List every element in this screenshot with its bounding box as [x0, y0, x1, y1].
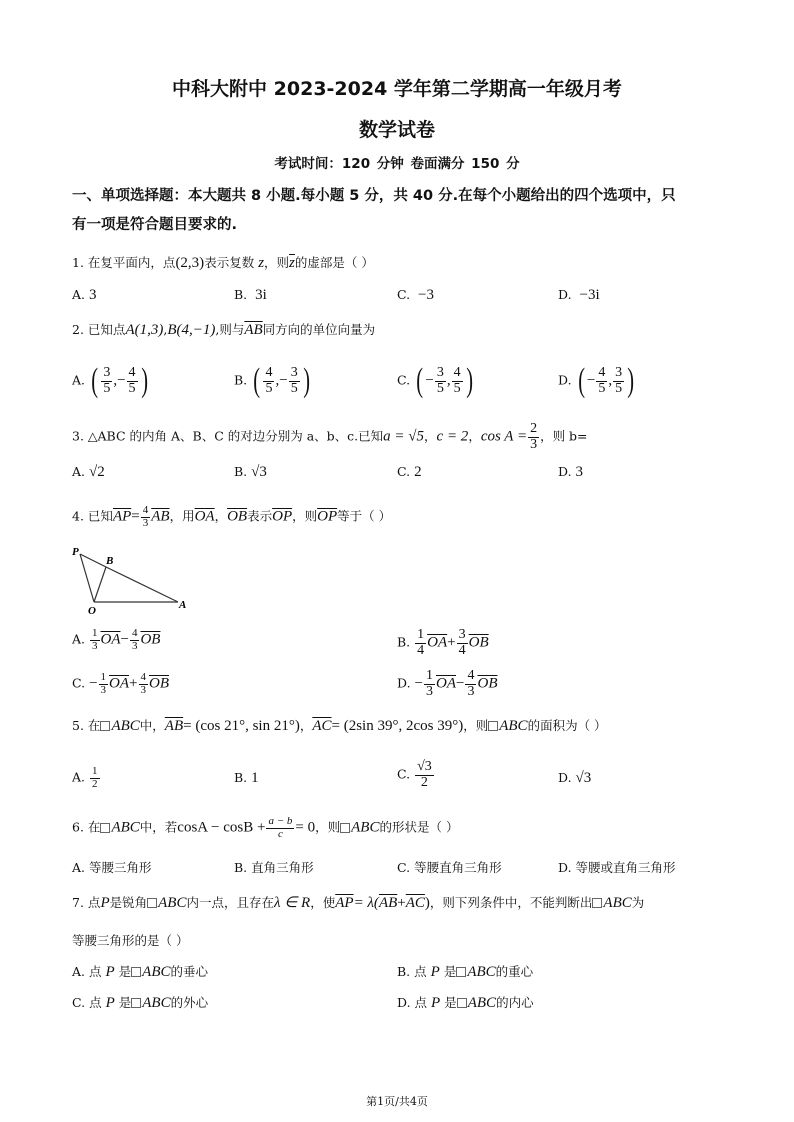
q2-option-d[interactable]: D. ( − $\frac{4}{5}$ , $\frac{3}{5}$ ) — [558, 362, 635, 399]
q4-option-b[interactable]: B. $\frac{1}{4}$ $\overline{OA}+$ $\frac{3}{4}$ $\overline{OB}$ — [397, 627, 489, 658]
q1-option-c[interactable]: C. −3 — [397, 287, 435, 303]
segment-bo — [94, 567, 106, 602]
triangle-symbol-placeholder — [592, 898, 602, 908]
q5-option-c[interactable]: C. $\frac{√3}{2}$ — [397, 759, 432, 790]
question-number: 4. — [72, 508, 84, 524]
q4-triangle-figure — [66, 545, 196, 617]
question-5-stem: 5. 在 ABC中，$\overline{AB}= (\cos$ 21°, sin 21°)，$\overline{AC}= (2\sin$ 39°, 2cos 39°)，则 ABC的面积为（ ） — [72, 718, 607, 734]
question-number: 2. — [72, 322, 84, 337]
q5-option-b[interactable]: B. 1 — [234, 770, 259, 786]
page-number: 第1页/共4页 — [366, 1095, 428, 1108]
triangle-symbol-placeholder — [147, 898, 157, 908]
triangle-symbol-placeholder — [488, 721, 498, 731]
q7-option-a[interactable]: A. 点 P 是 ABC的垂心 — [72, 964, 209, 980]
q3-option-b[interactable]: B. √3 — [234, 464, 267, 480]
question-number: 5. — [72, 718, 84, 733]
section-heading-line1: 一、单项选择题：本大题共 8 小题.每小题 5 分，共 40 分.在每个小题给出的四个选项中，只 — [72, 188, 676, 204]
q6-option-a[interactable]: A. 等腰三角形 — [72, 860, 152, 875]
segment-ba — [106, 567, 178, 602]
q4-option-d[interactable]: D. − $\frac{1}{3}$ $\overline{OA}-$ $\frac{4}{3}$ $\overline{OB}$ — [397, 668, 498, 699]
vector-ab: $\overline{AB}$ — [244, 322, 263, 338]
q5-option-a[interactable]: A. $\frac{1}{2}$ — [72, 765, 98, 790]
question-number: 3. — [72, 428, 84, 444]
exam-title: 中科大附中 2023-2024 学年第二学期高一年级月考 — [172, 78, 622, 100]
q4-option-a[interactable]: A. $\frac{1}{3}$ $\overline{OA}-$ $\frac{4}{3}$ $\overline{OB}$ — [72, 627, 161, 652]
exam-subject: 数学试卷 — [358, 119, 435, 141]
question-6-stem: 6. 在 ABC中，若cosA − cosB + $\frac{a - b}{c}$ = 0，则 ABC的形状是（ ） — [72, 815, 459, 840]
question-number: 7. — [72, 895, 84, 910]
q6-option-b[interactable]: B. 直角三角形 — [234, 860, 314, 875]
point-coords: (2,3) — [175, 255, 205, 271]
q7-option-b[interactable]: B. 点 P 是 ABC的重心 — [397, 964, 534, 980]
q3-option-a[interactable]: A. √2 — [72, 464, 105, 480]
q5-option-d[interactable]: D. √3 — [558, 770, 592, 786]
q1-option-a[interactable]: A. 3 — [72, 287, 97, 303]
q7-option-c[interactable]: C. 点 P 是 ABC的外心 — [72, 995, 209, 1011]
triangle-symbol-placeholder — [340, 823, 350, 833]
q6-option-d[interactable]: D. 等腰或直角三角形 — [558, 860, 676, 875]
label-b: B — [106, 555, 114, 567]
q2-option-c[interactable]: C. ( − $\frac{3}{5}$ , $\frac{4}{5}$ ) — [397, 362, 473, 399]
question-3-stem: 3. △ABC 的内角 A、B、C 的对边分别为 a、b、c.已知a = √5，c = 2，cos A = $\frac{2}{3}$ ，则 b= — [72, 421, 588, 452]
question-7-stem: 7. 点P是锐角 ABC内一点，且存在λ ∈ R，使$\overline{AP}= \lambda(\overline{AB}+\overline{AC})$，则下列条件中，不能判断出 ABC为 — [72, 895, 645, 911]
q1-option-d[interactable]: D. −3i — [558, 287, 600, 303]
q4-option-c[interactable]: C. − $\frac{1}{3}$ $\overline{OA}+$ $\frac{4}{3}$ $\overline{OB}$ — [72, 671, 170, 696]
question-2-stem: 2. 已知点A(1,3),B(4,−1),则与$\overline{AB}$同方向的单位向量为 — [72, 322, 376, 338]
triangle-symbol-placeholder — [100, 823, 110, 833]
label-o: O — [88, 605, 96, 617]
question-1-stem: 1. 在复平面内，点(2,3)表示复数 z，则$\overline{z}$的虚部是（ ） — [72, 255, 374, 271]
q3-option-d[interactable]: D. 3 — [558, 464, 584, 480]
q2-option-b[interactable]: B. ( $\frac{4}{5}$ ,− $\frac{3}{5}$ ) — [234, 362, 310, 399]
question-number: 1. — [72, 255, 84, 270]
label-a: A — [179, 599, 187, 611]
q2-option-a[interactable]: A. ( $\frac{3}{5}$ ,− $\frac{4}{5}$ ) — [72, 362, 148, 399]
q1-option-b[interactable]: B. 3i — [234, 287, 267, 303]
question-7-stem-line2: 等腰三角形的是（ ） — [72, 933, 189, 948]
question-4-stem: 4. 已知$\overline{AP}=$ $\frac{4}{3}$ $\overline{AB}$，用$\overline{OA}$，$\overline{OB}$表示$\overline{OP}$，则$\overline{OP}$等于（ ） — [72, 504, 392, 529]
label-p: P — [72, 546, 79, 558]
question-number: 6. — [72, 819, 84, 835]
segment-pb — [80, 554, 106, 567]
section-heading-line2: 有一项是符合题目要求的. — [72, 217, 238, 233]
q6-option-c[interactable]: C. 等腰直角三角形 — [397, 860, 502, 875]
z-conjugate: $\overline{z}$ — [289, 255, 295, 271]
segment-po — [80, 554, 94, 602]
q7-option-d[interactable]: D. 点 P 是 ABC的内心 — [397, 995, 534, 1011]
triangle-symbol-placeholder — [100, 721, 110, 731]
exam-info: 考试时间：120 分钟 卷面满分 150 分 — [274, 156, 520, 172]
q3-option-c[interactable]: C. 2 — [397, 464, 422, 480]
